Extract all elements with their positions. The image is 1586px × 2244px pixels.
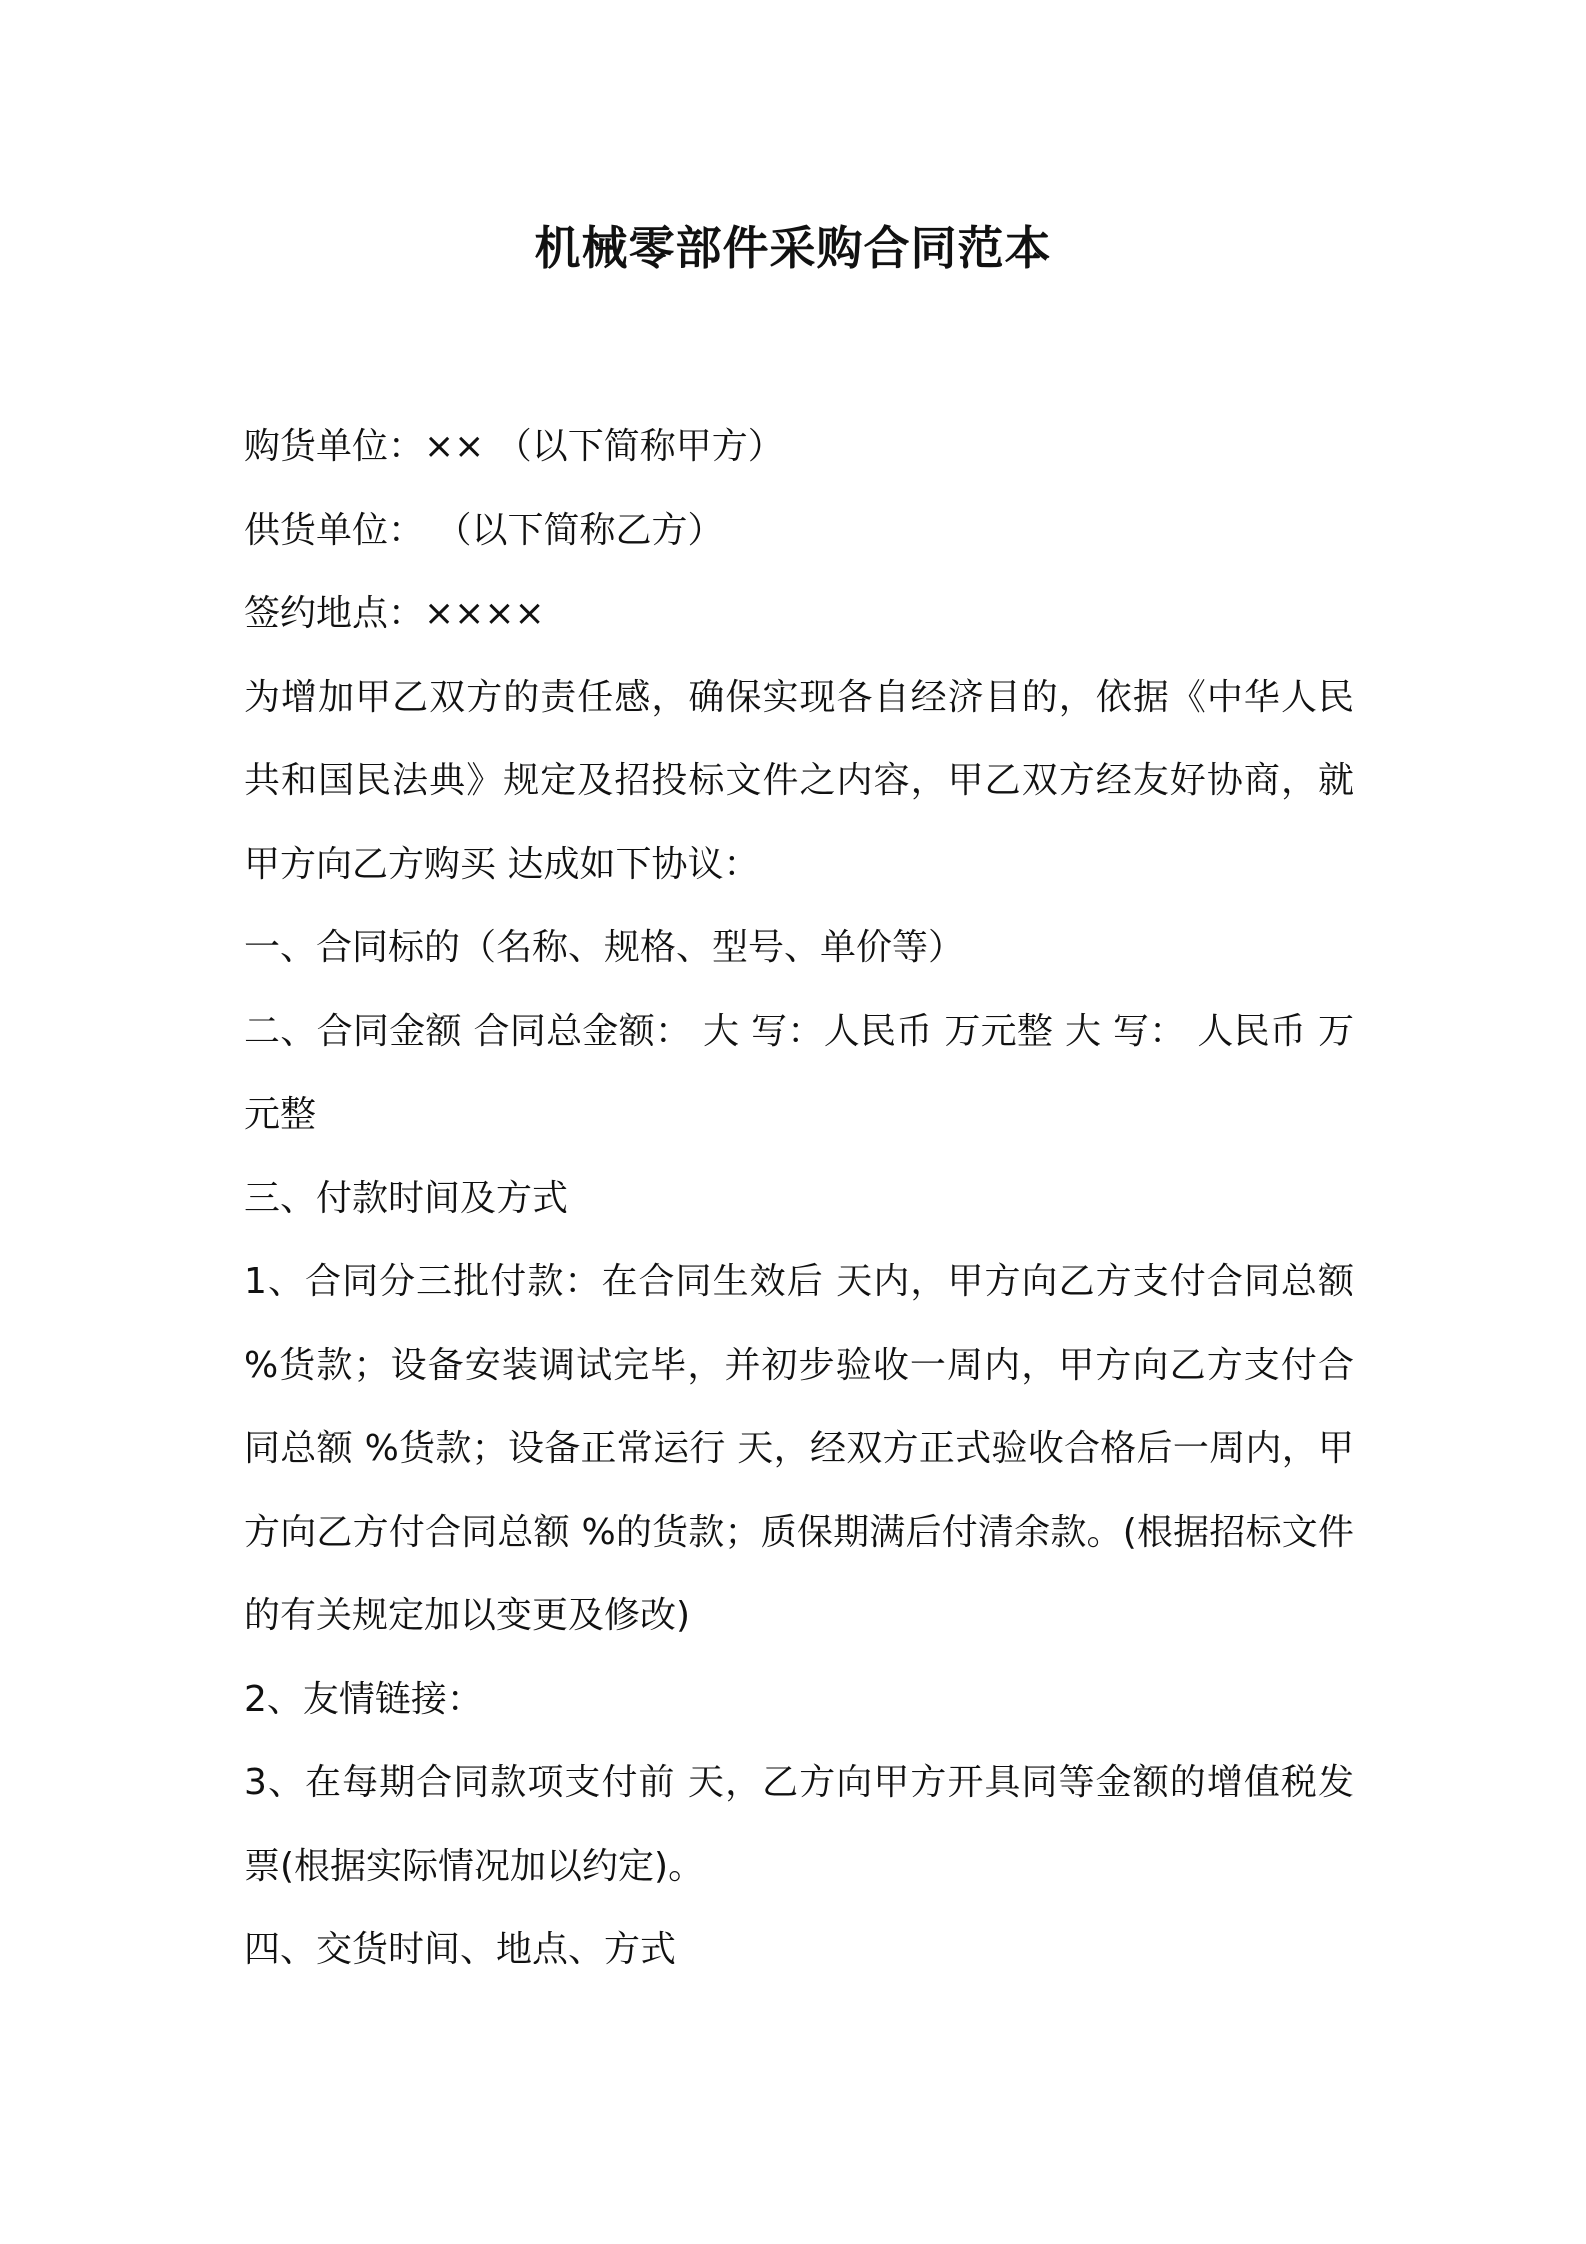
buyer-line: 购货单位：×× （以下简称甲方） bbox=[244, 426, 784, 467]
document-body bbox=[244, 405, 1366, 1992]
preamble-paragraph: 为增加甲乙双方的责任感，确保实现各自经济目的，依据《中华人民共和国民法典》规定及招投标文件之内容，甲乙双方经友好协商，就甲方向乙方购买 达成如下协议： bbox=[244, 676, 1354, 885]
signing-place-line: 签约地点：×××× bbox=[244, 593, 545, 634]
supplier-line: 供货单位： （以下简称乙方） bbox=[244, 509, 724, 551]
section-3-heading: 三、付款时间及方式 bbox=[244, 1177, 569, 1219]
section-1-heading: 一、合同标的（名称、规格、型号、单价等） bbox=[244, 927, 965, 968]
document-title: 机械零部件采购合同范本 bbox=[534, 221, 1052, 275]
section-2-contract-amount: 二、合同金额 合同总金额： 大 写：人民币 万元整 大 写： 人民币 万元整 bbox=[244, 1010, 1354, 1135]
payment-clause-3: 3、在每期合同款项支付前 天，乙方向甲方开具同等金额的增值税发票(根据实际情况加以约定)。 bbox=[244, 1762, 1354, 1887]
payment-clause-1: 1、合同分三批付款：在合同生效后 天内，甲方向乙方支付合同总额 %货款；设备安装调试完毕，并初步验收一周内，甲方向乙方支付合同总额 %货款；设备正常运行 天，经双方正式验收合格后一周内，甲方向乙方付合同总额 %的货款；质保期满后付清余款。(根据招标文件的有关规定加以变更及修改) bbox=[244, 1261, 1366, 1636]
section-4-heading: 四、交货时间、地点、方式 bbox=[244, 1929, 677, 1970]
payment-clause-2: 2、友情链接： bbox=[244, 1678, 483, 1720]
